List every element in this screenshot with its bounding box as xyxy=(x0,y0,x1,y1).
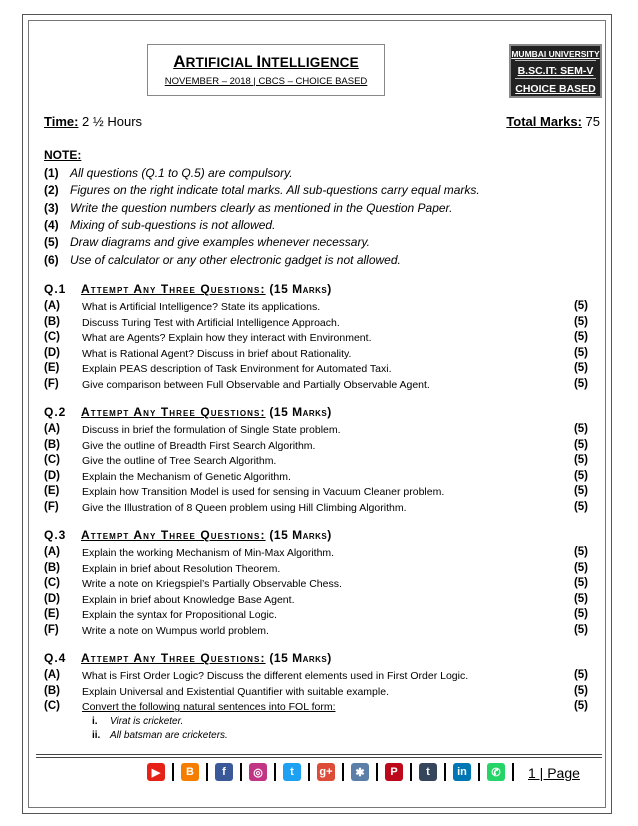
note-heading: NOTE: xyxy=(44,148,82,162)
item-marks: (5) xyxy=(573,485,588,498)
question-item xyxy=(44,346,600,362)
icon-separator xyxy=(478,763,480,781)
item-marks: (5) xyxy=(573,501,588,513)
question-item xyxy=(44,422,600,438)
item-text: Give comparison between Full Observable and Partially Observable Agent. xyxy=(82,379,430,391)
item-marks: (5) xyxy=(573,362,588,375)
question-item xyxy=(44,453,600,469)
item-label: (C) xyxy=(44,454,60,467)
item-text: Explain the Mechanism of Genetic Algorithm. xyxy=(82,470,291,483)
google-plus-icon[interactable]: g+ xyxy=(317,763,335,781)
question-item xyxy=(44,545,600,561)
item-text: What is Artificial Intelligence? State its applications. xyxy=(82,301,321,313)
footer-divider xyxy=(36,754,602,755)
note-item xyxy=(44,218,275,232)
question-marks: (15 Marks) xyxy=(265,651,332,665)
item-marks: (5) xyxy=(573,669,588,681)
paper-title: ARTIFICIAL INTELLIGENCE xyxy=(173,52,359,71)
item-marks: (5) xyxy=(573,438,588,451)
total-marks-info: Total Marks: 75 xyxy=(506,114,600,129)
item-text: Give the Illustration of 8 Queen problem using Hill Climbing Algorithm. xyxy=(82,502,407,514)
twitter-icon[interactable]: t xyxy=(283,763,301,781)
social-icons xyxy=(147,762,521,782)
item-label: (A) xyxy=(44,669,60,681)
icon-separator xyxy=(274,763,276,781)
item-text: Explain PEAS description of Task Environment for Automated Taxi. xyxy=(82,363,392,376)
item-marks: (5) xyxy=(573,700,588,713)
sub-item xyxy=(92,716,183,727)
pinterest-icon[interactable]: P xyxy=(385,763,403,781)
item-label: (F) xyxy=(44,624,59,636)
note-text: Draw diagrams and give examples whenever necessary. xyxy=(70,235,370,250)
question-number: Q.2 xyxy=(44,405,67,419)
item-label: (B) xyxy=(44,315,60,328)
item-text: Explain the syntax for Propositional Logic. xyxy=(82,609,277,622)
item-label: (E) xyxy=(44,485,60,498)
facebook-icon[interactable]: f xyxy=(215,763,233,781)
question-item xyxy=(44,299,600,315)
note-number: (6) xyxy=(44,252,59,267)
item-marks: (5) xyxy=(573,469,588,482)
university-name: MUMBAI UNIVERSITY xyxy=(511,49,600,59)
icon-separator xyxy=(172,763,174,781)
question-heading xyxy=(44,651,332,665)
note-number: (1) xyxy=(44,166,59,180)
question-number: Q.4 xyxy=(44,651,67,665)
exam-info xyxy=(44,114,600,129)
page-number: 1 | Page xyxy=(528,765,580,781)
sub-item-text: Virat is cricketer. xyxy=(110,715,184,727)
note-number: (5) xyxy=(44,235,59,250)
icon-separator xyxy=(342,763,344,781)
instagram-icon[interactable]: ◎ xyxy=(249,763,267,781)
question-item xyxy=(44,438,600,454)
item-label: (B) xyxy=(44,684,60,697)
question-item xyxy=(44,668,600,684)
icon-separator xyxy=(376,763,378,781)
item-text: Convert the following natural sentences into FOL form: xyxy=(82,701,336,714)
scheme-name: CHOICE BASED xyxy=(515,83,596,95)
icon-separator xyxy=(444,763,446,781)
item-text: What is Rational Agent? Discuss in brief about Rationality. xyxy=(82,347,352,360)
icon-separator xyxy=(206,763,208,781)
question-heading xyxy=(44,528,332,542)
whatsapp-icon[interactable]: ✆ xyxy=(487,763,505,781)
note-number: (4) xyxy=(44,217,59,232)
course-name: B.SC.IT: SEM-V xyxy=(517,65,594,77)
item-text: What is First Order Logic? Discuss the different elements used in First Order Logic. xyxy=(82,670,469,682)
item-text: Discuss in brief the formulation of Single State problem. xyxy=(82,424,341,436)
question-item xyxy=(44,469,600,485)
item-label: (E) xyxy=(44,362,60,375)
item-label: (D) xyxy=(44,592,60,605)
note-item xyxy=(44,183,480,197)
icon-separator xyxy=(512,763,514,781)
question-marks: (15 Marks) xyxy=(265,282,332,296)
note-number: (2) xyxy=(44,183,59,198)
item-marks: (5) xyxy=(573,300,588,312)
note-item xyxy=(44,235,370,249)
tumblr-icon[interactable]: t xyxy=(419,763,437,781)
question-item xyxy=(44,561,600,577)
item-marks: (5) xyxy=(573,592,588,605)
item-marks: (5) xyxy=(573,577,588,590)
item-label: (A) xyxy=(44,423,60,435)
item-label: (A) xyxy=(44,546,60,558)
item-text: Explain how Transition Model is used for sensing in Vacuum Cleaner problem. xyxy=(82,486,445,499)
item-text: Give the outline of Breadth First Search Algorithm. xyxy=(82,439,316,452)
note-number: (3) xyxy=(44,200,59,215)
item-marks: (5) xyxy=(573,561,588,574)
icon-separator xyxy=(308,763,310,781)
item-label: (E) xyxy=(44,608,60,621)
question-item xyxy=(44,330,600,346)
note-item xyxy=(44,166,293,180)
note-text: Figures on the right indicate total marks. All sub-questions carry equal marks. xyxy=(70,183,480,198)
item-marks: (5) xyxy=(573,378,588,390)
item-label: (C) xyxy=(44,700,60,713)
item-marks: (5) xyxy=(573,624,588,636)
item-label: (B) xyxy=(44,438,60,451)
item-label: (A) xyxy=(44,300,60,312)
bookmark-icon[interactable]: ✱ xyxy=(351,763,369,781)
item-text: Explain in brief about Knowledge Base Agent. xyxy=(82,593,295,606)
item-text: Write a note on Wumpus world problem. xyxy=(82,625,269,637)
item-marks: (5) xyxy=(573,684,588,697)
icon-separator xyxy=(410,763,412,781)
item-label: (D) xyxy=(44,469,60,482)
blogger-icon[interactable]: B xyxy=(181,763,199,781)
question-marks: (15 Marks) xyxy=(265,405,332,419)
note-text: Mixing of sub-questions is not allowed. xyxy=(70,217,276,232)
note-item xyxy=(44,201,452,215)
question-item xyxy=(44,699,600,715)
question-item xyxy=(44,361,600,377)
item-label: (C) xyxy=(44,577,60,590)
item-marks: (5) xyxy=(573,608,588,621)
sub-item-number: i. xyxy=(92,715,98,727)
item-text: Explain the working Mechanism of Min-Max Algorithm. xyxy=(82,547,335,559)
question-instruction: Attempt Any Three Questions: xyxy=(81,651,266,665)
question-number: Q.1 xyxy=(44,282,67,296)
question-number: Q.3 xyxy=(44,528,67,542)
time-info: Time: 2 ½ Hours xyxy=(44,114,143,129)
item-label: (F) xyxy=(44,378,59,390)
item-marks: (5) xyxy=(573,331,588,344)
item-marks: (5) xyxy=(573,546,588,558)
question-instruction: Attempt Any Three Questions: xyxy=(81,528,266,542)
title-box xyxy=(147,44,385,96)
icon-separator xyxy=(240,763,242,781)
university-badge xyxy=(509,44,602,98)
footer-divider xyxy=(36,757,602,758)
question-item xyxy=(44,377,600,393)
question-item xyxy=(44,315,600,331)
question-item xyxy=(44,607,600,623)
paper-subtitle: NOVEMBER – 2018 | CBCS – CHOICE BASED xyxy=(164,76,368,87)
item-label: (F) xyxy=(44,501,59,513)
item-marks: (5) xyxy=(573,346,588,359)
question-item xyxy=(44,500,600,516)
item-label: (D) xyxy=(44,346,60,359)
item-marks: (5) xyxy=(573,423,588,435)
question-item xyxy=(44,623,600,639)
youtube-icon[interactable]: ▶ xyxy=(147,763,165,781)
item-marks: (5) xyxy=(573,454,588,467)
item-label: (C) xyxy=(44,331,60,344)
item-text: What are Agents? Explain how they interact with Environment. xyxy=(82,332,372,345)
sub-item xyxy=(92,730,228,741)
item-text: Discuss Turing Test with Artificial Intelligence Approach. xyxy=(82,316,340,329)
linkedin-icon[interactable]: in xyxy=(453,763,471,781)
question-item xyxy=(44,484,600,500)
item-text: Give the outline of Tree Search Algorithm. xyxy=(82,455,277,468)
note-item xyxy=(44,253,401,267)
question-marks: (15 Marks) xyxy=(265,528,332,542)
note-text: Write the question numbers clearly as mentioned in the Question Paper. xyxy=(70,200,453,215)
question-instruction: Attempt Any Three Questions: xyxy=(81,282,266,296)
sub-item-text: All batsman are cricketers. xyxy=(110,729,228,741)
item-text: Write a note on Kriegspiel’s Partially Observable Chess. xyxy=(82,578,342,591)
item-marks: (5) xyxy=(573,315,588,328)
sub-item-number: ii. xyxy=(92,729,101,741)
question-item xyxy=(44,592,600,608)
question-instruction: Attempt Any Three Questions: xyxy=(81,405,266,419)
question-heading xyxy=(44,405,332,419)
item-label: (B) xyxy=(44,561,60,574)
question-heading xyxy=(44,282,332,296)
item-text: Explain Universal and Existential Quantifier with suitable example. xyxy=(82,685,389,698)
note-text: Use of calculator or any other electronic gadget is not allowed. xyxy=(70,252,401,267)
item-text: Explain in brief about Resolution Theorem. xyxy=(82,562,281,575)
note-text: All questions (Q.1 to Q.5) are compulsory. xyxy=(70,166,293,180)
question-item xyxy=(44,576,600,592)
question-item xyxy=(44,684,600,700)
